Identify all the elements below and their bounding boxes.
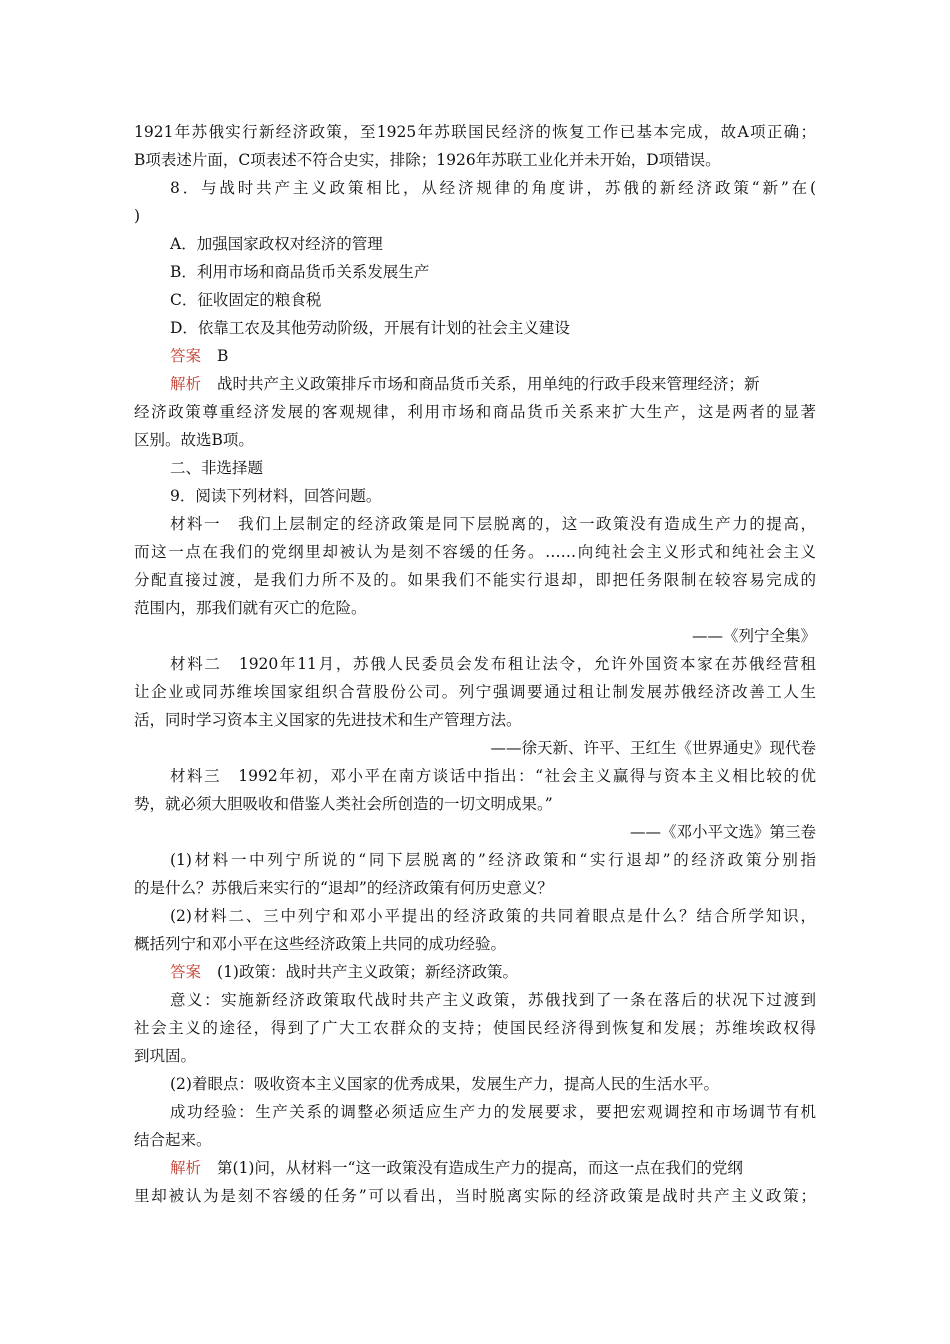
answer-label: 答案 — [170, 963, 202, 981]
text-line: 而这一点在我们的党纲里却被认为是刻不容缓的任务。……向纯社会主义形式和纯社会主义 — [134, 543, 816, 561]
option-d: D．依靠工农及其他劳动阶级，开展有计划的社会主义建设 — [170, 319, 570, 337]
source-citation: ——《邓小平文选》第三卷 — [629, 823, 816, 841]
analysis-text: 战时共产主义政策排斥市场和商品货币关系，用单纯的行政手段来管理经济；新 — [217, 375, 760, 393]
material-3: 材料三 1992年初，邓小平在南方谈话中指出：“社会主义赢得与资本主义相比较的优 — [170, 767, 816, 785]
answer-text: (1)政策：战时共产主义政策；新经济政策。 — [217, 963, 518, 981]
text-line: 势，就必须大胆吸收和借鉴人类社会所创造的一切文明成果。” — [134, 795, 553, 813]
answer-value: B — [217, 347, 229, 365]
option-c: C．征收固定的粮食税 — [170, 291, 322, 309]
analysis-label: 解析 — [170, 1159, 202, 1177]
text-line: 范围内，那我们就有灭亡的危险。 — [134, 599, 367, 617]
analysis-line — [170, 374, 816, 394]
text-line: 意义：实施新经济政策取代战时共产主义政策，苏俄找到了一条在落后的状况下过渡到 — [170, 991, 816, 1009]
text-line: 到巩固。 — [134, 1047, 197, 1065]
sub-question-1: (1)材料一中列宁所说的“同下层脱离的”经济政策和“实行退却”的经济政策分别指 — [170, 851, 816, 869]
text-line: 的是什么？苏俄后来实行的“退却”的经济政策有何历史意义？ — [134, 879, 553, 897]
text-line: 社会主义的途径，得到了广大工农群众的支持；使国民经济得到恢复和发展；苏维埃政权得 — [134, 1019, 816, 1037]
text-line: 成功经验：生产关系的调整必须适应生产力的发展要求，要把宏观调控和市场调节有机 — [170, 1103, 816, 1121]
section-heading: 二、非选择题 — [170, 459, 264, 477]
source-citation: ——《列宁全集》 — [691, 627, 816, 645]
text-line: 分配直接过渡，是我们力所不及的。如果我们不能实行退却，即把任务限制在较容易完成的 — [134, 571, 816, 589]
text-line: 活，同时学习资本主义国家的先进技术和生产管理方法。 — [134, 711, 522, 729]
text-line: B项表述片面，C项表述不符合史实，排除；1926年苏联工业化并未开始，D项错误。 — [134, 151, 721, 169]
analysis-label: 解析 — [170, 375, 202, 393]
material-2: 材料二 1920年11月，苏俄人民委员会发布租让法令，允许外国资本家在苏俄经营租 — [170, 655, 816, 673]
text-line: (2)着眼点：吸收资本主义国家的优秀成果，发展生产力，提高人民的生活水平。 — [170, 1075, 719, 1093]
option-a: A．加强国家政权对经济的管理 — [170, 235, 383, 253]
question-8-stem: 8．与战时共产主义政策相比，从经济规律的角度讲，苏俄的新经济政策“新”在( — [170, 179, 816, 197]
text-line: 经济政策尊重经济发展的客观规律，利用市场和商品货币关系来扩大生产，这是两者的显著 — [134, 403, 816, 421]
option-b: B．利用市场和商品货币关系发展生产 — [170, 263, 430, 281]
material-1: 材料一 我们上层制定的经济政策是同下层脱离的，这一政策没有造成生产力的提高， — [170, 515, 816, 533]
sub-question-2: (2)材料二、三中列宁和邓小平提出的经济政策的共同着眼点是什么？结合所学知识， — [170, 907, 816, 925]
answer-label: 答案 — [170, 347, 202, 365]
text-line: 概括列宁和邓小平在这些经济政策上共同的成功经验。 — [134, 935, 507, 953]
question-9-stem: 9．阅读下列材料，回答问题。 — [170, 487, 382, 505]
text-line: 结合起来。 — [134, 1131, 212, 1149]
text-line: 区别。故选B项。 — [134, 431, 254, 449]
analysis-line — [170, 1158, 816, 1178]
answer-line — [170, 346, 816, 366]
analysis-text: 第(1)问，从材料一“这一政策没有造成生产力的提高，而这一点在我们的党纲 — [217, 1159, 743, 1177]
text-line: 1921年苏俄实行新经济政策，至1925年苏联国民经济的恢复工作已基本完成，故A项正确； — [134, 123, 816, 141]
text-line: 里却被认为是刻不容缓的任务”可以看出，当时脱离实际的经济政策是战时共产主义政策； — [134, 1187, 816, 1205]
text-line: 让企业或同苏维埃国家组织合营股份公司。列宁强调要通过租让制发展苏俄经济改善工人生 — [134, 683, 816, 701]
answer-line — [170, 962, 816, 982]
source-citation: ——徐天新、许平、王红生《世界通史》现代卷 — [490, 739, 816, 757]
text-line: ) — [134, 207, 141, 225]
